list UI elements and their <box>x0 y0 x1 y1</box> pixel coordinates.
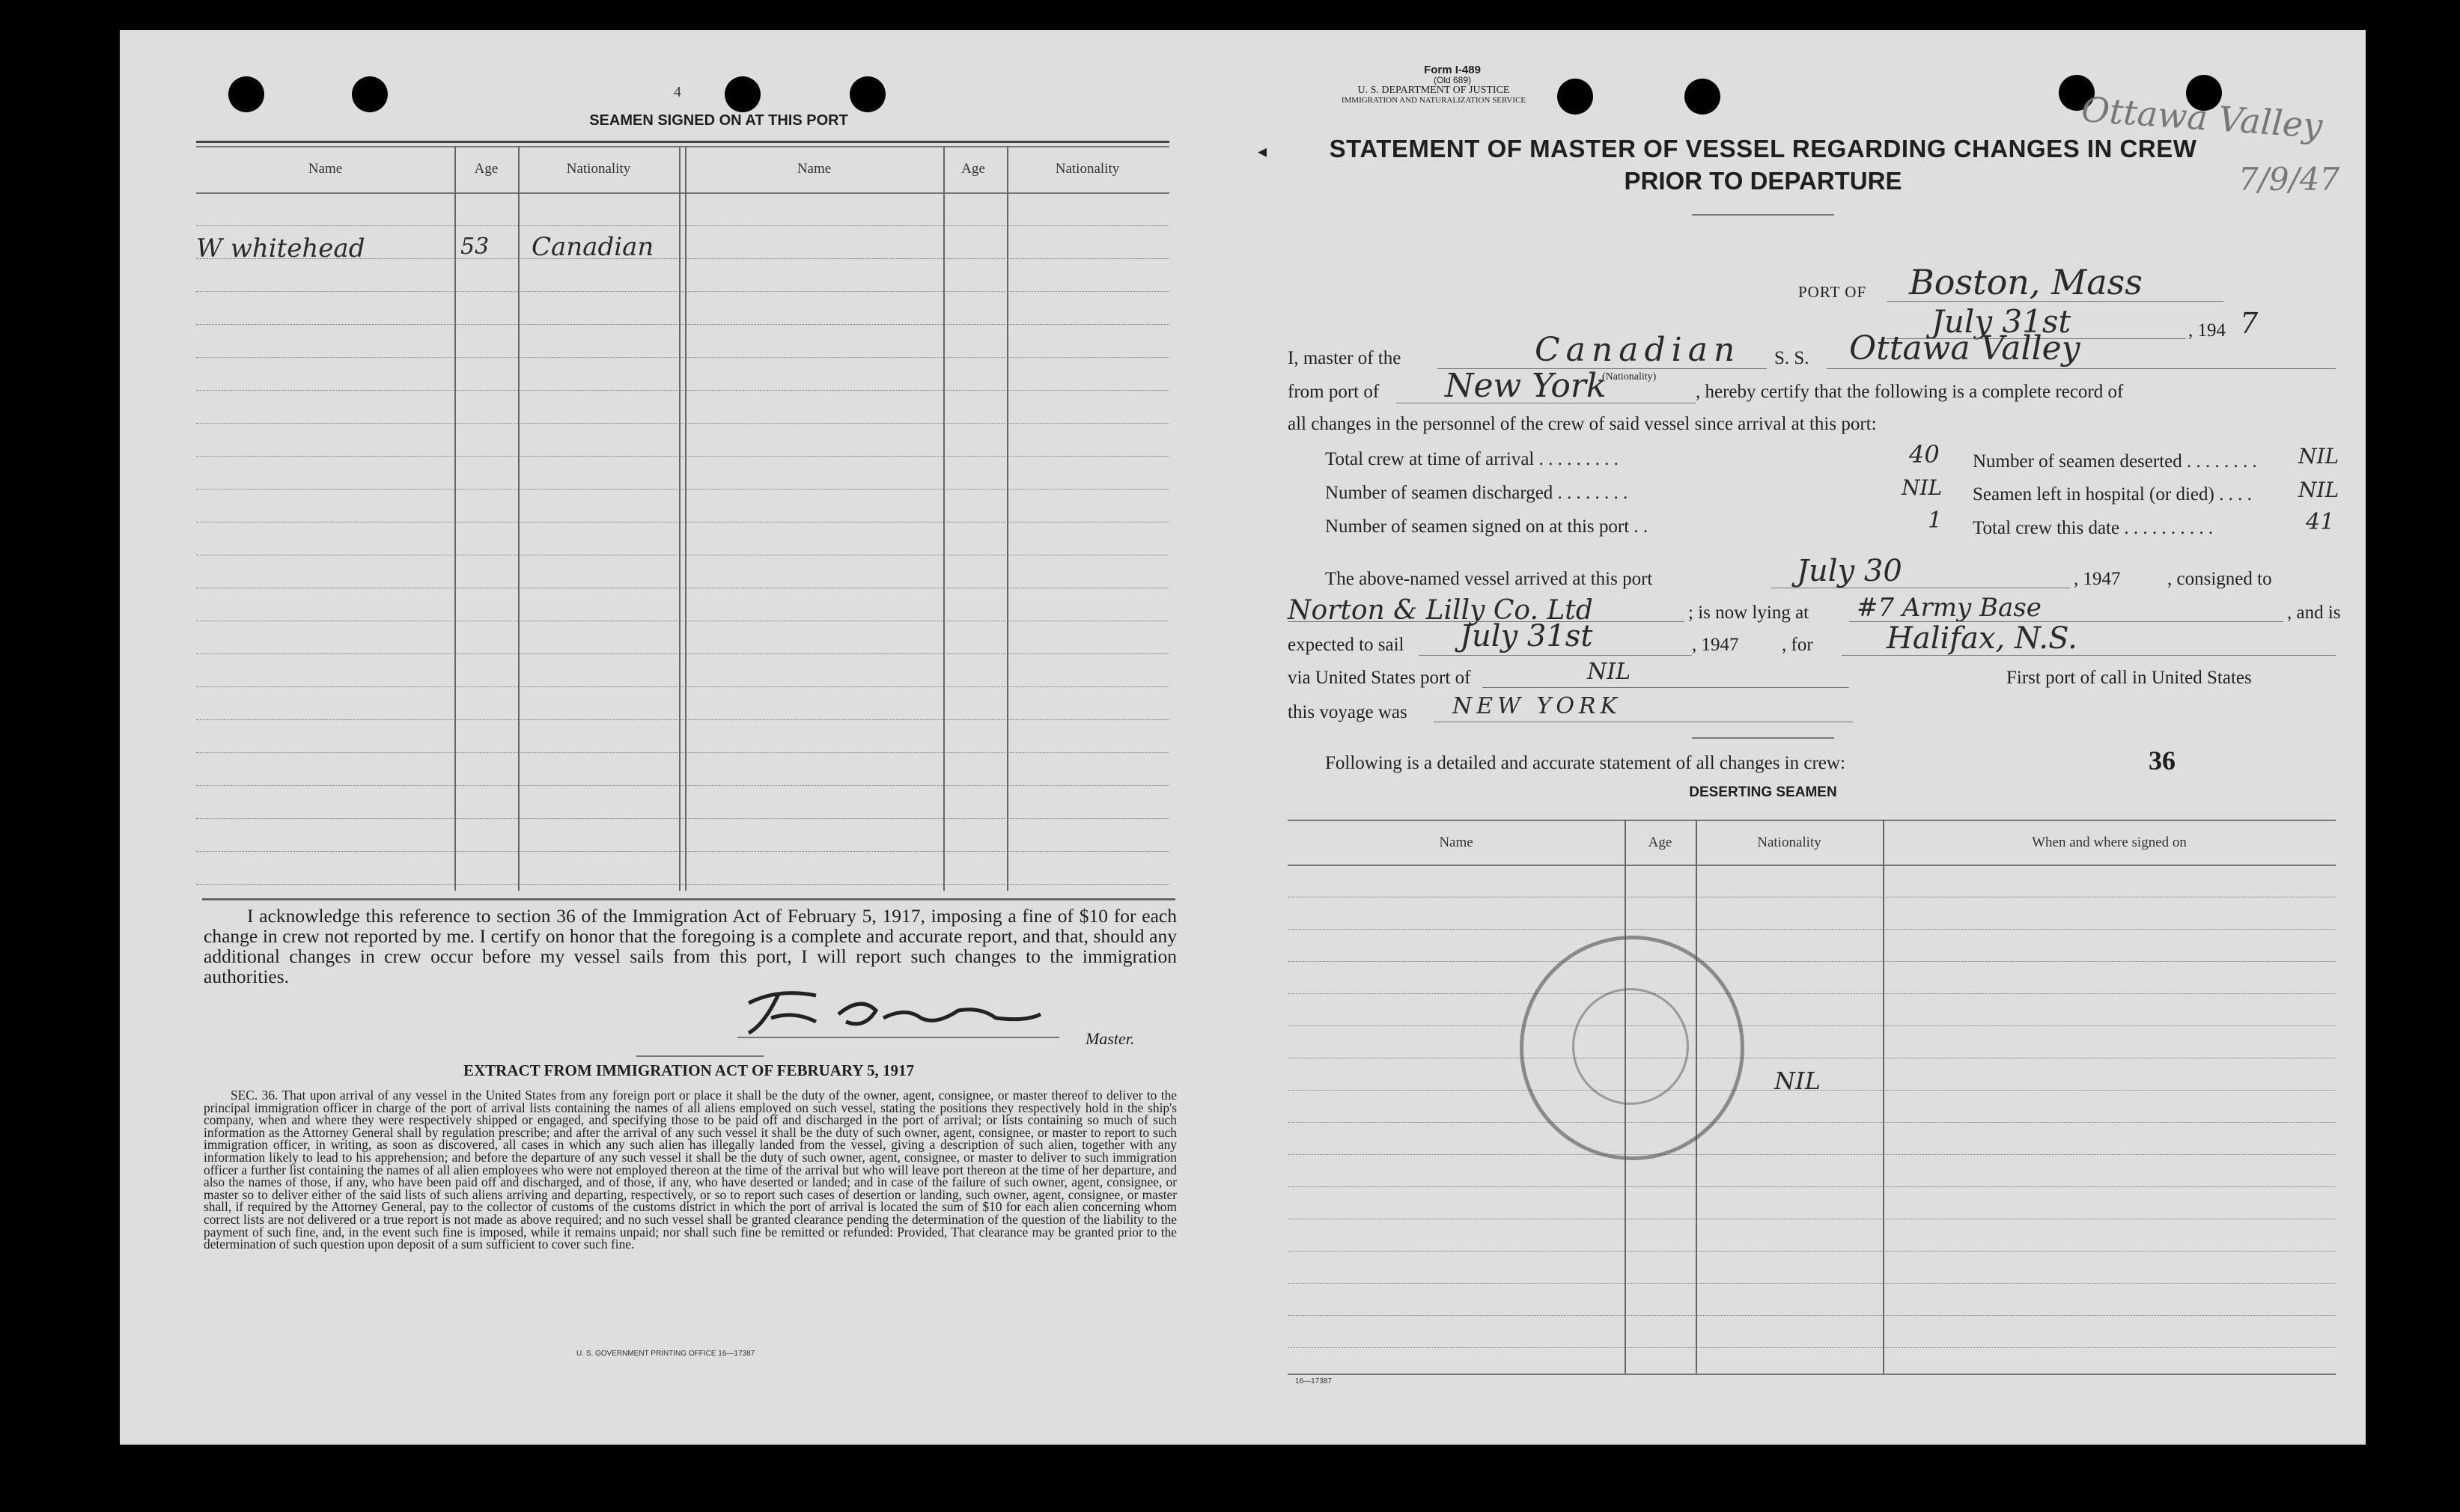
col-header-age-2: Age <box>961 161 985 177</box>
ruled-line <box>1288 1347 2336 1348</box>
nationality-label: (Nationality) <box>1602 371 1657 382</box>
official-stamp-inner <box>1572 988 1689 1105</box>
arrived-label: The above-named vessel arrived at this port <box>1325 569 1653 589</box>
form-title-line2: PRIOR TO DEPARTURE <box>1624 167 1902 195</box>
form-id: Form I-489 <box>1424 64 1481 76</box>
ruled-line <box>1288 1315 2336 1316</box>
master-signature <box>734 981 1048 1051</box>
page-number: 4 <box>674 84 681 100</box>
ss-value: Ottawa Valley <box>1849 329 2080 368</box>
col-header-nationality: Nationality <box>566 161 631 177</box>
ruled-line <box>196 423 1169 424</box>
nationality-value: Canadian <box>1535 331 1741 369</box>
ruled-line <box>196 225 1169 226</box>
seaman-age: 53 <box>460 234 490 260</box>
stat-hospital-value: NIL <box>2298 478 2339 502</box>
ruled-line <box>196 884 1169 885</box>
desert-col-nationality: Nationality <box>1757 835 1821 850</box>
desert-col-signed: When and where signed on <box>2032 835 2187 850</box>
stat-signed-on-value: 1 <box>1928 507 1943 534</box>
annotation-vessel: Ottawa Valley <box>2080 88 2324 147</box>
col-header-age: Age <box>474 161 499 177</box>
from-port-value: New York <box>1445 367 1607 405</box>
date-value: July 31st <box>1931 303 2071 340</box>
seaman-nationality: Canadian <box>532 232 654 262</box>
stat-hospital-label: Seamen left in hospital (or died) . . . . <box>1973 484 2252 504</box>
document-sheet <box>120 30 2366 1445</box>
ruled-line <box>1288 1122 2336 1123</box>
expected-year: , 1947 <box>1692 635 1739 655</box>
bullet-icon: ◂ <box>1258 141 1267 162</box>
following-text: Following is a detailed and accurate statement of all changes in crew: <box>1325 753 1845 773</box>
arrived-value: July 30 <box>1797 554 1902 588</box>
col-header-name: Name <box>308 161 343 177</box>
col-header-nationality-2: Nationality <box>1055 161 1120 177</box>
ruled-line <box>1288 1283 2336 1284</box>
voyage-value: NEW YORK <box>1452 693 1622 719</box>
ruled-line <box>196 489 1169 490</box>
deserting-title: DESERTING SEAMEN <box>1689 784 1837 800</box>
stat-total-crew-label: Total crew at time of arrival . . . . . . . . . <box>1325 449 1619 469</box>
ruled-line <box>1288 1025 2336 1026</box>
ruled-line <box>1288 1186 2336 1187</box>
extract-title: EXTRACT FROM IMMIGRATION ACT OF FEBRUARY 5, 1917 <box>463 1061 915 1079</box>
seaman-name: W whitehead <box>196 234 365 263</box>
master-of-label: I, master of the <box>1288 348 1401 368</box>
desert-col-name: Name <box>1439 835 1473 850</box>
expected-value: July 31st <box>1460 619 1593 653</box>
voyage-label: this voyage was <box>1288 702 1407 722</box>
via-label: via United States port of <box>1288 668 1471 688</box>
stat-total-today-value: 41 <box>2306 509 2335 535</box>
certify-text: , hereby certify that the following is a complete record of <box>1696 382 2124 402</box>
ruled-line <box>1288 961 2336 962</box>
col-header-name-2: Name <box>797 161 832 177</box>
ruled-line <box>196 291 1169 292</box>
ruled-line <box>196 818 1169 819</box>
section-number: 36 <box>2149 746 2176 775</box>
lying-value: #7 Army Base <box>1857 593 2042 623</box>
arrived-year: , 1947 <box>2074 569 2121 589</box>
year-digit: 7 <box>2240 307 2259 340</box>
ruled-line <box>196 357 1169 358</box>
via-value: NIL <box>1587 659 1631 685</box>
footer-code: 16—17387 <box>1295 1377 1332 1386</box>
service: IMMIGRATION AND NATURALIZATION SERVICE <box>1341 96 1526 105</box>
master-label: Master. <box>1086 1029 1135 1048</box>
stat-signed-on-label: Number of seamen signed on at this port . . <box>1325 516 1648 537</box>
stat-total-crew-value: 40 <box>1909 440 1940 469</box>
port-of-value: Boston, Mass <box>1909 262 2143 302</box>
ss-label: S. S. <box>1774 348 1809 368</box>
ruled-line <box>196 752 1169 753</box>
consigned-label: , consigned to <box>2167 569 2272 589</box>
for-value: Halifax, N.S. <box>1887 621 2077 656</box>
stat-total-today-label: Total crew this date . . . . . . . . . . <box>1973 518 2214 538</box>
annotation-date: 7/9/47 <box>2238 161 2340 198</box>
ruled-line <box>1288 929 2336 930</box>
ruled-line <box>196 719 1169 720</box>
port-of-label: PORT OF <box>1798 283 1867 301</box>
ruled-line <box>196 785 1169 786</box>
stat-discharged-value: NIL <box>1902 475 1943 500</box>
first-port-label: First port of call in United States <box>2006 668 2252 688</box>
signature-glyph <box>734 981 1048 1040</box>
ruled-line <box>196 324 1169 325</box>
stat-deserted-label: Number of seamen deserted . . . . . . . . <box>1973 451 2257 472</box>
right-page <box>1258 30 2366 1445</box>
from-port-label: from port of <box>1288 382 1380 402</box>
department: U. S. DEPARTMENT OF JUSTICE <box>1357 85 1510 96</box>
ruled-line <box>1288 1251 2336 1252</box>
left-page <box>120 30 1228 1445</box>
ruled-line <box>196 456 1169 457</box>
stat-discharged-label: Number of seamen discharged . . . . . . . . <box>1325 483 1628 503</box>
stat-deserted-value: NIL <box>2298 444 2339 469</box>
ruled-line <box>1288 1154 2336 1155</box>
ruled-line <box>196 390 1169 391</box>
ruled-line <box>1288 993 2336 994</box>
desert-col-age: Age <box>1648 835 1672 850</box>
nil-entry: NIL <box>1774 1067 1821 1095</box>
ruled-line <box>196 653 1169 654</box>
for-label: , for <box>1782 635 1813 655</box>
acknowledgment-text: I acknowledge this reference to section 36 of the Immigration Act of February 5, 1917, imposing a fine of $10 for each change in crew not reported by me. I certify on honor that the foregoing is a complete and accurate report, and that, should any additional changes in crew occur before my vessel sails from this port, I will report such changes to the immigration authorities. <box>204 905 1177 987</box>
expected-label: expected to sail <box>1288 635 1404 655</box>
and-is-label: , and is <box>2287 603 2341 623</box>
form-title-line1: STATEMENT OF MASTER OF VESSEL REGARDING CHANGES IN CREW <box>1329 135 2197 162</box>
year-printed: , 194 <box>2188 320 2226 341</box>
consigned-value: Norton & Lilly Co. Ltd <box>1288 595 1593 626</box>
lying-label: ; is now lying at <box>1688 603 1809 623</box>
certify-text-2: all changes in the personnel of the crew of said vessel since arrival at this port: <box>1288 414 1877 434</box>
ruled-line <box>196 851 1169 852</box>
form-old: (Old 689) <box>1433 75 1472 85</box>
left-title: SEAMEN SIGNED ON AT THIS PORT <box>589 112 848 129</box>
ruled-line <box>196 686 1169 687</box>
printing-office: U. S. GOVERNMENT PRINTING OFFICE 16—17387 <box>576 1350 755 1358</box>
extract-text: SEC. 36. That upon arrival of any vessel in the United States from any foreign port or place it shall be the duty of the owner, agent, consignee, or master thereof to deliver to the principal immigration officer in charge of the port of arrival lists containing the names of all aliens employed on such vessel, stating the positions they respectively hold in the ship's company, when and where they were respectively shipped or engaged, and specifying those to be paid off and discharged in the port of arrival; or lists containing so much of such information as the Attorney General shall by regulation prescribe; and after the arrival of any such vessel it shall be the duty of such owner, agent, consignee, or master to report to such immigration officer, in writing, as soon as discovered, all cases in which any such alien has illegally landed from the vessel, giving a description of such alien, together with any information likely to lead to his apprehension; and before the departure of any such vessel it shall be the duty of such owner, agent, consignee, or master to deliver to such immigration officer a further list containing the names of all alien employees who were not employed thereon at the time of the arrival but who will leave port thereon at the time of her departure, and also the names of those, if any, who have been paid off and discharged, and of those, if any, who have deserted or landed; and in case of the failure of such owner, agent, consignee, or master so to deliver either of the said lists of such aliens arriving and departing, respectively, or so to report such cases of desertion or landing, such owner, agent, consignee, or master shall, if required by the Attorney General, pay to the collector of customs of the customs district in which the port of arrival is located the sum of $10 for each alien concerning whom correct lists are not delivered or a true report is not made as above required; and no such vessel shall be granted clearance pending the determination of the question of the liability to the payment of such fine, and, in the event such fine is imposed, while it remains unpaid; nor shall such fine be remitted or refunded: Provided, That clearance may be granted prior to the determination of such question upon deposit of a sum sufficient to cover such fine. <box>204 1088 1177 1252</box>
